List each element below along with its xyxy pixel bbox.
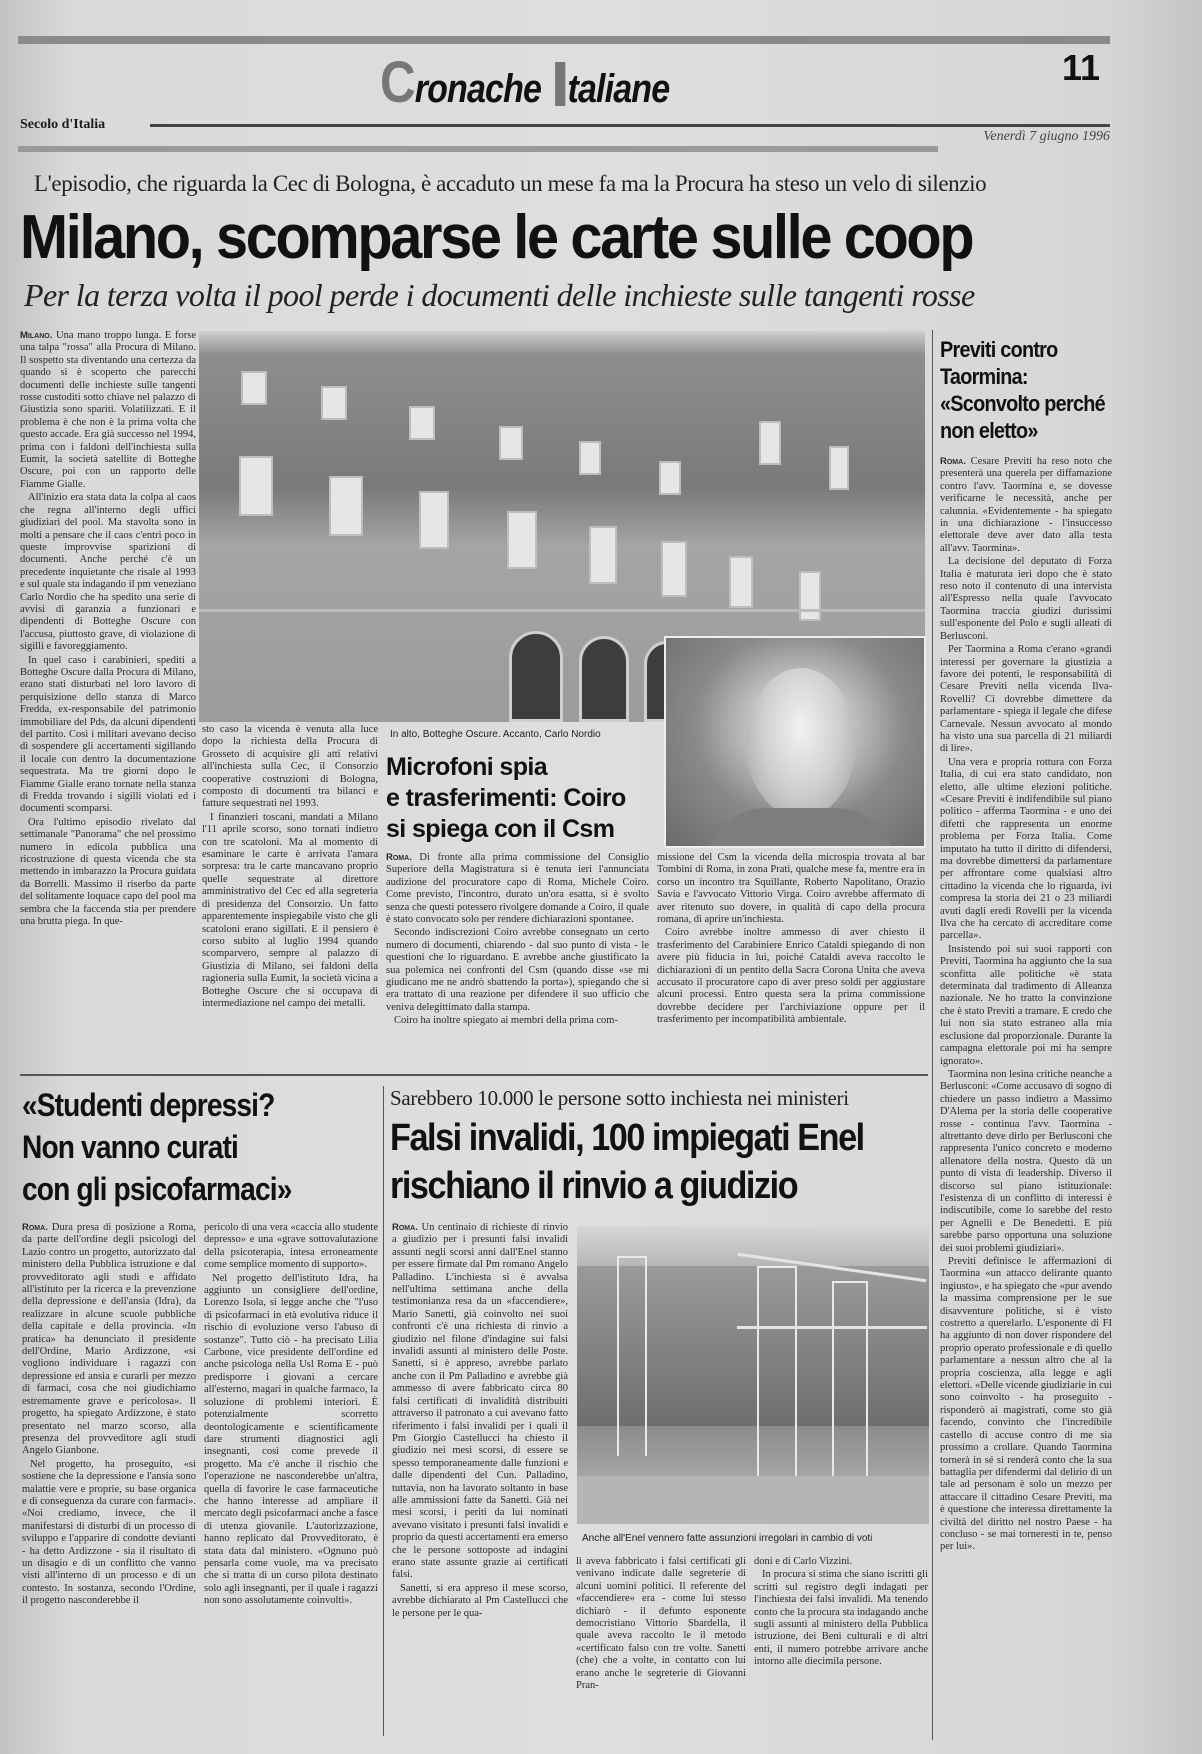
- enel-headline: Falsi invalidi, 100 impiegati Enel rischiano il rinvio a giudizio: [390, 1117, 864, 1207]
- carlo-nordio-portrait: [664, 636, 926, 848]
- lead-subhead: Per la terza volta il pool perde i documenti delle inchieste sulle tangenti rosse: [24, 277, 975, 313]
- window: [329, 476, 363, 536]
- paper-name: Secolo d'Italia: [20, 117, 106, 132]
- enel-column-3: doni e di Carlo Vizzini. In procura si stima che siano iscritti gli scritti sul registro degli indagati per l'inchiesta dei falsi invalidi. Ma tenendo conto che la procura sta indagando anche sugli assunti al ministero della Pubblica istruzione, dei Beni culturali e di altri enti, il numero potrebbe arrivare anche intorno alle diecimila persone.: [754, 1556, 928, 1668]
- issue-date: Venerdì 7 giugno 1996: [983, 129, 1110, 144]
- top-rule: [18, 36, 1110, 44]
- lead-column-2: sto caso la vicenda è venuta alla luce dopo la richiesta della Procura di Grosseto di acquisire gli atti relativi all'inchiesta sulla Cec, il Consorzio cooperative costruzioni di Bologna, composto di documenti tra bilanci e fatture sequestrati nel 1993. I finanzieri toscani, mandati a Milano l'11 aprile scorso, sono tornati indietro con tre scatoloni. Ma al momento di esaminare le carte è arrivata l'amara sorpresa: tra le carte mancavano proprio quelle sequestrate al direttore amministrativo del Cec ed alla segreteria di presidenza del Consorzio. Un fatto apparentemente inspiegabile visto che gli scatoloni erano sigillati. E il pensiero è corso subito al luglio 1994 quando scomparvero, sempre al palazzo di Giustizia di Milano, sei faldoni della ragioneria sulla Eumit, la società vicina a Botteghe Oscure che si occupava di intermediazione nel campo dei metalli.: [202, 724, 378, 1009]
- section-title: Cronache taliane: [380, 50, 670, 115]
- microfoni-column-2: missione del Csm la vicenda della microspia trovata al bar Tombini di Roma, in zona Prati, qualche mese fa, mentre era in corso un incontro tra Squillante, Roberto Napolitano, Orazio Savia e l'avvocato Vittorio Virga. Coiro avrebbe affermato di aver ritenuto suo dovere, in qualità di capo della procura romana, di aprire un'inchiesta. Coiro avrebbe inoltre ammesso di aver chiesto il trasferimento del Carabiniere Enrico Cataldi spiegando di non avere più fiducia in lui, poiché Cataldi aveva raccolto le dichiarazioni di un pentito della Sacra Corona Unita che aveva accusato il procuratore capo di aver preso soldi per aggiustare alcuni processi. Entro questa sera la prima commissione dovrebbe decidere per l'archiviazione oppure per il trasferimento per incompatibilità ambientale.: [657, 852, 925, 1026]
- previti-column: Roma. Cesare Previti ha reso noto che presenterà una querela per diffamazione contro l'avv. Taormina e, se dovesse verificarne le necessità, anche per calunnia. «Evidentemente - ha spiegato in una dichiarazione - l'insuccesso elettorale deve aver dato alla testa all'avv. Taormina». La decisione del deputato di Forza Italia è maturata ieri dopo che è stato reso noto il contenuto di una intervista all'Espresso nella quale l'avvocato Taormina traccia giudizi durissimi sull'esponente del Polo e sugli alleati di Berlusconi. Per Taormina a Roma c'erano «grandi interessi per governare la giustizia a favore dei potenti, le responsabilità di Cesare Previti nella vicenda Ilva-Rovelli? Ci dovrebbe dimettere da parlamentare - spiega il legale che difese Carnevale. Nessun avvocato al mondo ha visto una sua parcella di 21 miliardi di lire». Una vera e propria rottura con Forza Italia, di cui era stato candidato, non eletto, alle ultime elezioni politiche. «Cesare Previti è indifendibile sul piano politico - afferma Taormina - e uno dei difetti che rappresenta un enorme problema per Forza Italia. Come imputato ha tutto il diritto di difendersi, ma dovrebbe dimettersi da parlamentare per affrontare come qualsiasi altro cittadino la vicenda che lo riguarda, ivi compresa la storia dei 21 o 23 miliardi avuti dagli eredi Rovelli per la vicenda Ilva che ha cercato di accreditare come parcella». Insistendo poi sui suoi rapporti con Previti, Taormina ha aggiunto che la sua sconfitta alle politiche «è stata determinata dal tradimento di Alleanza nazionale. Ne ho tratto la convinzione che è stato Previti a tramare. E credo che lui non sia stato estraneo alla mia esclusione dal proporzionale. Durante la campagna elettorale poi mi ha sempre ignorato». Taormina non lesina critiche neanche a Berlusconi: «Come accusavo di sogno di chiedere un passo indietro a Massimo D'Alema per la storia delle cooperative rosse - continua l'avv. Taormina - altrettanto deve dirlo per Berlusconi che rappresenta l'unico concreto e moderno allenatore della nostra. Questo dà un punto di vista di leadership. Diverso il discorso sul piano istituzionale: l'esistenza di un conflitto di interessi è indiscutibile, come lo sarebbe del resto per Agnelli e De Benedetti. E più sarebbe parso opportuna una soluzione dei suoi problemi giudiziari». Previti definisce le affermazioni di Taormina «un attacco delirante quanto ingiusto», e ha spiegato che «pur avendo la massima comprensione per le sue disavventure politiche, si è visto costretto a querelarlo. L'esponente di FI ha aggiunto di non dover rispondere del proprio operato professionale e di quello parlamentare a nessun altro che al la propria coscienza, alla legge e agli elettori. «Delle vicende giudiziarie in cui sono coinvolto - ha proseguito - risponderò ai magistrati, come sto già facendo, convinto che l'incredibile castello di accuse contro di me sia prossimo a crollare. Quando Taormina tornerà in sé si renderà conto che la sua battaglia per difendermi dal delirio di un tale ad personam è solo un mezzo per attaccare il cittadino Cesare Previti, ma è questione che interessa direttamente la civiltà del diritto nel nostro Paese - ha concluso - se mai torneresti in te, penso per lui».: [940, 456, 1112, 1553]
- window: [409, 406, 435, 440]
- window: [321, 386, 347, 420]
- microfoni-column-1: Roma. Di fronte alla prima commissione del Consiglio Superiore della Magistratura si è tenuta ieri l'annunciata audizione del procuratore capo di Roma, Michele Coiro. Come previsto, l'incontro, durato un'ora esatta, si è svolto senza che questi potessero rivolgere domande a Coiro, il quale è stato convocato solo per rendere dichiarazioni spontanee. Secondo indiscrezioni Coiro avrebbe consegnato un certo numero di documenti, chiarendo - dal suo punto di vista - le questioni che lo riguardano. E avrebbe anche giustificato la sua polemica nei confronti del Csm (quando disse «se mi giudicano me ne andrò sbattendo la porta»), spiegando che si era trattato di una reazione per difendere il suo ufficio che veniva delegittimato dalla stampa. Coiro ha inoltre spiegato ai membri della prima com-: [386, 852, 649, 1027]
- column-rule: [383, 1086, 384, 1736]
- pylon: [757, 1266, 797, 1496]
- window: [759, 421, 781, 465]
- previti-headline: Previti contro Taormina: «Sconvolto perché non eletto»: [940, 337, 1105, 443]
- section-i-bar: [555, 62, 565, 106]
- masthead-rule: [150, 124, 1110, 127]
- section-rule: [20, 1074, 928, 1076]
- students-headline: «Studenti depressi? Non vanno curati con gli psicofarmaci»: [22, 1087, 292, 1207]
- window: [659, 461, 681, 495]
- students-column-1: Roma. Dura presa di posizione a Roma, da parte dell'ordine degli psicologi del Lazio contro un progetto, autorizzato dal ministero della Pubblica istruzione e dal provveditorato agli studi e affidato all'istituto per la ricerca e la prevenzione della depressione e dell'ansia (Idra), da realizzare in alcune scuole pubbliche della capitale e della provincia. «In pratica» ha denunciato il presidente dell'Ordine, Mario Ardizzone, «si vogliono individuare i ragazzi con depressione ed ansia e curarli per mezzo di farmaci, cosa che noi giudichiamo estremamente grave e pericolosa». Il progetto, ha spiegato Ardizzone, è stato presentato nel marzo scorso, alla presenza del provveditore agli studi Angelo Gianbone. Nel progetto, ha proseguito, «si sostiene che la depressione e l'ansia sono malattie vere e proprie, su base organica e di conseguenza da curare con farmaci». «Noi crediamo, invece, che il manifestarsi di disturbi di un processo di sviluppo e l'apparire di condotte devianti - ha detto Ardizzone - sia il risultato di un disagio e di un conflitto che vanno visti all'interno di un processo e di un contesto. In sostanza, secondo l'Ordine, il progetto nasconderebbe il: [22, 1222, 196, 1607]
- window: [589, 526, 617, 584]
- face: [746, 668, 856, 818]
- window: [419, 491, 449, 549]
- window: [499, 426, 523, 460]
- beam: [737, 1326, 927, 1329]
- window: [661, 541, 687, 597]
- enel-column-1: Roma. Un centinaio di richieste di rinvio a giudizio per i presunti falsi invalidi assunti negli scorsi anni dall'Enel stanno per essere firmate dal Pm romano Angelo Palladino. L'inchiesta si è avvalsa nell'ultima settimana anche della testimonianza resa da un «faccendiere», Mario Sanetti, già coinvolto nei suoi confronti c'è una richiesta di rinvio a giudizio nel filone d'indagine sui falsi invalidi assunti al ministero delle Poste. Sanetti, si è appreso, avrebbe parlato anche con il Pm Palladino e avrebbe già ammesso di avere fabbricato circa 80 falsi certificati di invalidità distribuiti attraverso il patronato a cui avevano fatto riferimento i falsi invalidi per i quali il Pm Giorgio Castellucci ha chiesto il giudizio nei mesi scorsi, di essere se spesso temporaneamente dalle funzioni e dalle dipendenti del Cun. Palladino, tuttavia, non ha lavorato soltanto in base alle ammissioni fatte da Sanetti. Già nei mesi scorsi, i periti da lui nominati avevano visitato i presunti falsi invalidi e proprio da questi accertamenti era emerso che le persone sottoposte ad indagini erano state assunte grazie ai certificati falsi. Sanetti, si era appreso il mese scorso, avrebbe dichiarato al Pm Castellucci che le persone per le qua-: [392, 1222, 568, 1619]
- lead-kicker: L'episodio, che riguarda la Cec di Bologna, è accaduto un mese fa ma la Procura ha steso un velo di silenzio: [34, 171, 987, 196]
- enel-photo-caption: Anche all'Enel vennero fatte assunzioni irregolari in cambio di voti: [582, 1533, 873, 1544]
- shoulders: [706, 808, 896, 848]
- enel-kicker: Sarebbero 10.000 le persone sotto inchiesta nei ministeri: [390, 1086, 849, 1110]
- window: [829, 446, 849, 490]
- lead-column-1: Milano. Una mano troppo lunga. E forse una talpa "rossa" alla Procura di Milano. Il sospetto sta diventando una certezza da quando si è scoperto che parecchi documenti delle inchieste sulle tangenti rosse custoditi sotto chiave nel palazzo di Giustizia sono spariti. Volatilizzati. E il problema è che non è la prima volta che questo accade. Era già successo nel 1994, prima con i faldoni dell'inchiesta sulla Eumit, la società satellite di Botteghe Oscure, poi con un rapporto delle Fiamme Gialle. All'inizio era stata data la colpa al caos che regna all'interno degli uffici giudiziari del pool. Ma stavolta sono in molti a pensare che il caos c'entri poco in queste improvvise sparizioni di documenti. Anche perché c'è un precedente inquietante che risale al 1993 e sul quale sta indagando il pm veneziano Carlo Nordio che ha spedito una serie di avvisi di garanzia a funzionari e dipendenti di Botteghe Oscure con l'accusa, piuttosto grave, di violazione di sigilli e favoreggiamento. In quel caso i carabinieri, spediti a Botteghe Oscure dalla Procura di Milano, erano stati disturbati nel loro lavoro di perquisizione dello stanza di Marco Fredda, ex-responsabile del patrimonio immobiliare del Pds, da alcuni dipendenti del partito. Così i militari avevano deciso di sospendere gli accertamenti sigillando il locale con dentro la documentazione sequestrata. Ma tre giorni dopo le Fiamme Gialle erano tornate nella stanza di Fredda trovando i sigilli violati ed i documenti scomparsi. Ora l'ultimo episodio rivelato dal settimanale "Panorama" che nel prossimo numero in edicola pubblica una ricostruzione di questa vicenda che sta mettendo in imbarazzo la Procura guidata da Borrelli. Massimo il riserbo da parte del solitamente loquace capo del pool ma sembra che la faccenda stia per prendere una brutta piega. In que-: [20, 330, 196, 928]
- ground: [577, 1476, 929, 1524]
- students-column-2: pericolo di una vera «caccia allo studente depresso» e una «grave sottovalutazione della psicoterapia, intesa erroneamente come semplice momento di supporto». Nel progetto dell'istituto Idra, ha aggiunto un consigliere dell'ordine, Lorenzo Isola, si legge anche che "l'uso di psicofarmaci in età evolutiva riduce il rischio di evoluzione verso l'abuso di sostanze". Tutto ciò - ha precisato Lilia Carbone, vice presidente dell'ordine ed anche psicologa nella Usl Roma E - può predisporre i giovani a cercare all'esterno, magari in qualche farmaco, la soluzione di problemi interiori. È potenzialmente scorretto deontologicamente e scientificamente dare strumenti diagnostici agli insegnanti, così come prevede il progetto. Ma c'è anche il rischio che l'operazione ne nasconderebbe un'altra, quella di favorire le case farmaceutiche che hanno interesse ad ampliare il mercato degli psicofarmaci anche a fasce di utenza giovanile. L'autorizzazione, hanno replicato dal Provveditorato, è stata data dal ministero. «Ognuno può pensarla come vuole, ma va precisato che si tratta di un corso pilota destinato solo agli insegnanti, per il quale i ragazzi non sono assolutamente coinvolti».: [204, 1222, 378, 1607]
- pylon: [617, 1256, 647, 1456]
- lead-headline: Milano, scomparse le carte sulle coop: [20, 203, 973, 272]
- window: [239, 456, 273, 516]
- window: [729, 556, 753, 608]
- section-initial: C: [380, 50, 415, 115]
- microfoni-headline: Microfoni spia e trasferimenti: Coiro si spiega con il Csm: [386, 753, 626, 843]
- pylon: [832, 1281, 868, 1496]
- window: [241, 371, 267, 405]
- lead-photo-caption: In alto, Botteghe Oscure. Accanto, Carlo Nordio: [390, 729, 601, 740]
- enel-substation-photo: [577, 1226, 929, 1524]
- window: [507, 511, 537, 569]
- page-number: 11: [1062, 47, 1101, 88]
- arched-doorway: [509, 631, 563, 722]
- masthead-rule-bottom: [18, 146, 938, 152]
- window: [799, 571, 821, 621]
- window: [579, 441, 601, 475]
- dateline: Milano.: [20, 330, 53, 341]
- enel-column-2: li aveva fabbricato i falsi certificati gli venivano indicate dalle segreterie di alcuni uomini politici. Il referente del «faccendiere» era - come lui stesso dichiarò - il defunto esponente democristiano Vittorio Sbardella, il quale aveva raccolto le il metodo «certificato falso con tre volte. Sanetti (che) che a volte, in contatto con lui erano anche le segreterie di Giovanni Pran-: [576, 1556, 746, 1692]
- cornice: [199, 609, 925, 612]
- arched-doorway: [579, 636, 629, 722]
- column-rule: [932, 330, 933, 1740]
